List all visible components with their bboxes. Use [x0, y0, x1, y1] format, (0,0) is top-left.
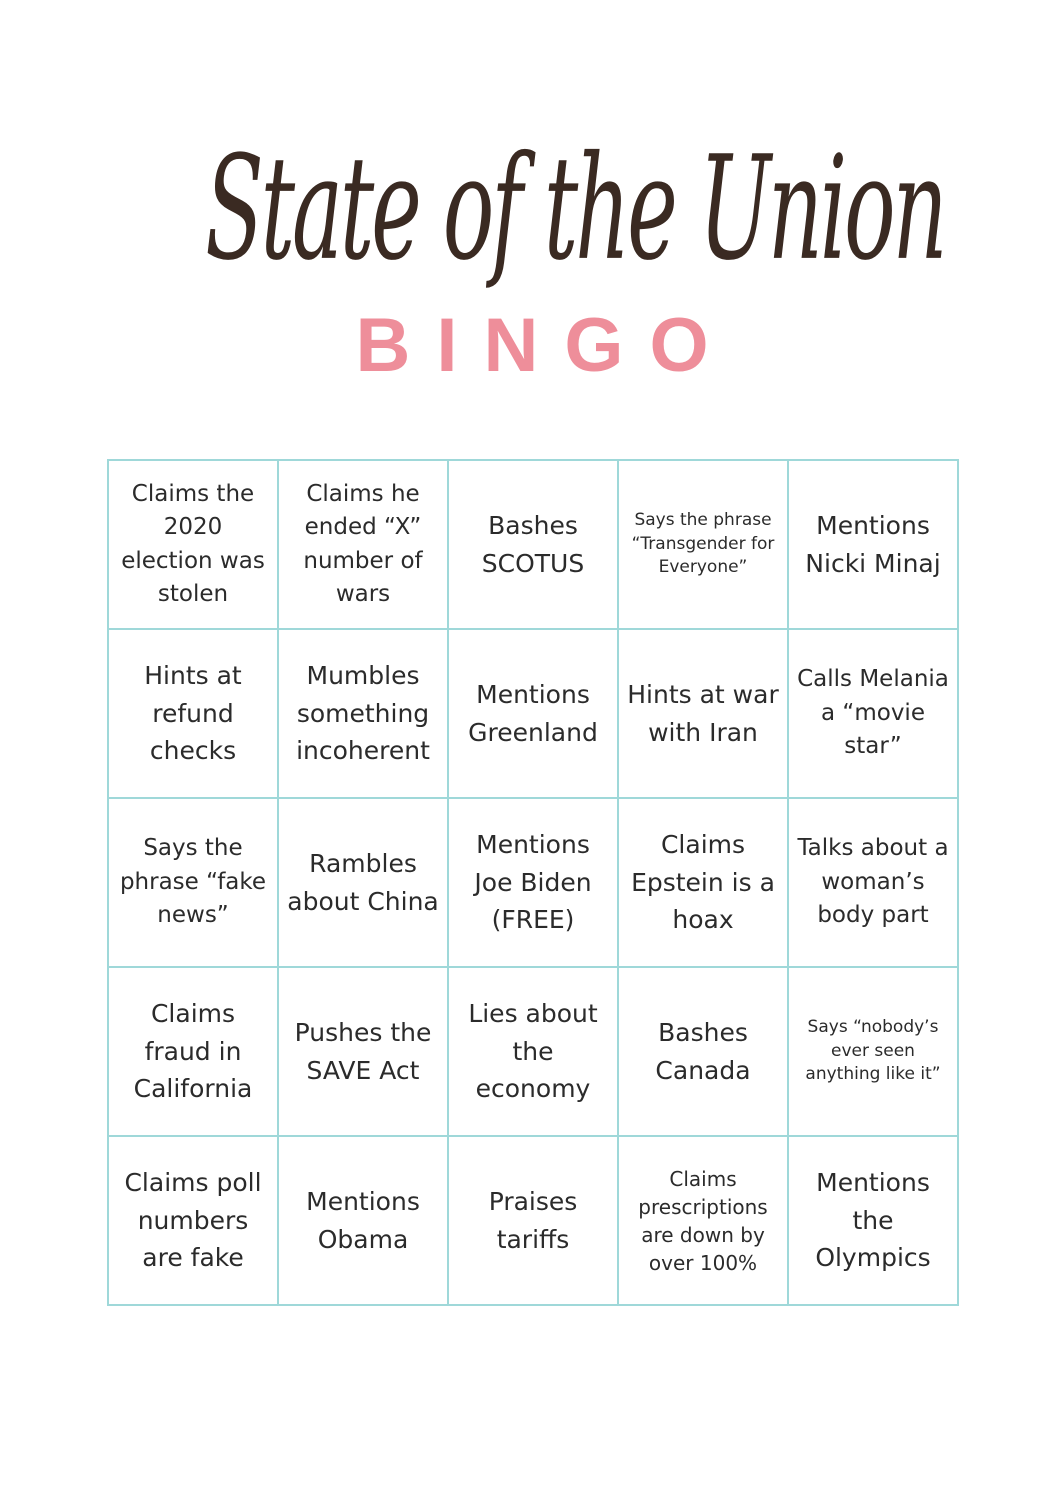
- bingo-square[interactable]: [279, 799, 449, 968]
- bingo-square[interactable]: [279, 630, 449, 799]
- square-text: Mentions the Olympics: [815, 1168, 931, 1273]
- bingo-square[interactable]: [449, 1137, 619, 1306]
- bingo-square[interactable]: [619, 630, 789, 799]
- bingo-square[interactable]: [109, 1137, 279, 1306]
- bingo-square[interactable]: [619, 799, 789, 968]
- square-text: Praises tariffs: [488, 1187, 578, 1254]
- square-text: Claims he ended “X” number of wars: [303, 480, 423, 607]
- square-text: Pushes the SAVE Act: [294, 1018, 432, 1085]
- bingo-square[interactable]: [619, 1137, 789, 1306]
- bingo-square[interactable]: [789, 630, 959, 799]
- square-text: Mumbles something incoherent: [296, 661, 430, 766]
- bingo-square[interactable]: [789, 968, 959, 1137]
- square-text: Claims Epstein is a hoax: [631, 830, 775, 935]
- square-text: Mentions Nicki Minaj: [805, 511, 941, 578]
- bingo-square[interactable]: [109, 799, 279, 968]
- bingo-square[interactable]: [789, 799, 959, 968]
- square-text: Hints at war with Iran: [627, 680, 779, 747]
- square-text: Claims fraud in California: [133, 999, 253, 1104]
- bingo-square[interactable]: [789, 1137, 959, 1306]
- bingo-square[interactable]: [449, 968, 619, 1137]
- square-text: Says the phrase “fake news”: [119, 835, 267, 929]
- square-text: Says “nobody’s ever seen anything like it”: [805, 1016, 941, 1085]
- square-text: Mentions Greenland: [468, 680, 598, 747]
- title-script: State of the Union: [205, 124, 945, 293]
- square-text: Calls Melania a “movie star”: [797, 666, 949, 760]
- square-text: Claims the 2020 election was stolen: [121, 480, 265, 607]
- square-text: Claims prescriptions are down by over 100%: [638, 1166, 768, 1275]
- square-text: Hints at refund checks: [144, 661, 242, 766]
- square-text: Bashes Canada: [655, 1018, 751, 1085]
- bingo-square[interactable]: [109, 630, 279, 799]
- bingo-card: [107, 459, 959, 1306]
- bingo-square[interactable]: [279, 1137, 449, 1306]
- square-text: Talks about a woman’s body part: [797, 835, 949, 929]
- square-text: Mentions Joe Biden (FREE): [474, 830, 592, 935]
- bingo-square[interactable]: [279, 968, 449, 1137]
- square-text: Says the phrase “Transgender for Everyone”: [631, 509, 775, 578]
- title-bingo: BINGO: [355, 303, 735, 388]
- bingo-square[interactable]: [449, 630, 619, 799]
- bingo-square[interactable]: [109, 461, 279, 630]
- square-text: Claims poll numbers are fake: [124, 1168, 262, 1273]
- square-text: Rambles about China: [287, 849, 439, 916]
- bingo-square[interactable]: [789, 461, 959, 630]
- bingo-square[interactable]: [619, 461, 789, 630]
- bingo-square[interactable]: [619, 968, 789, 1137]
- bingo-square[interactable]: [449, 461, 619, 630]
- square-text: Mentions Obama: [306, 1187, 420, 1254]
- bingo-square[interactable]: [279, 461, 449, 630]
- square-text: Lies about the economy: [468, 999, 598, 1104]
- square-text: Bashes SCOTUS: [481, 511, 585, 578]
- bingo-square[interactable]: [449, 799, 619, 968]
- bingo-square[interactable]: [109, 968, 279, 1137]
